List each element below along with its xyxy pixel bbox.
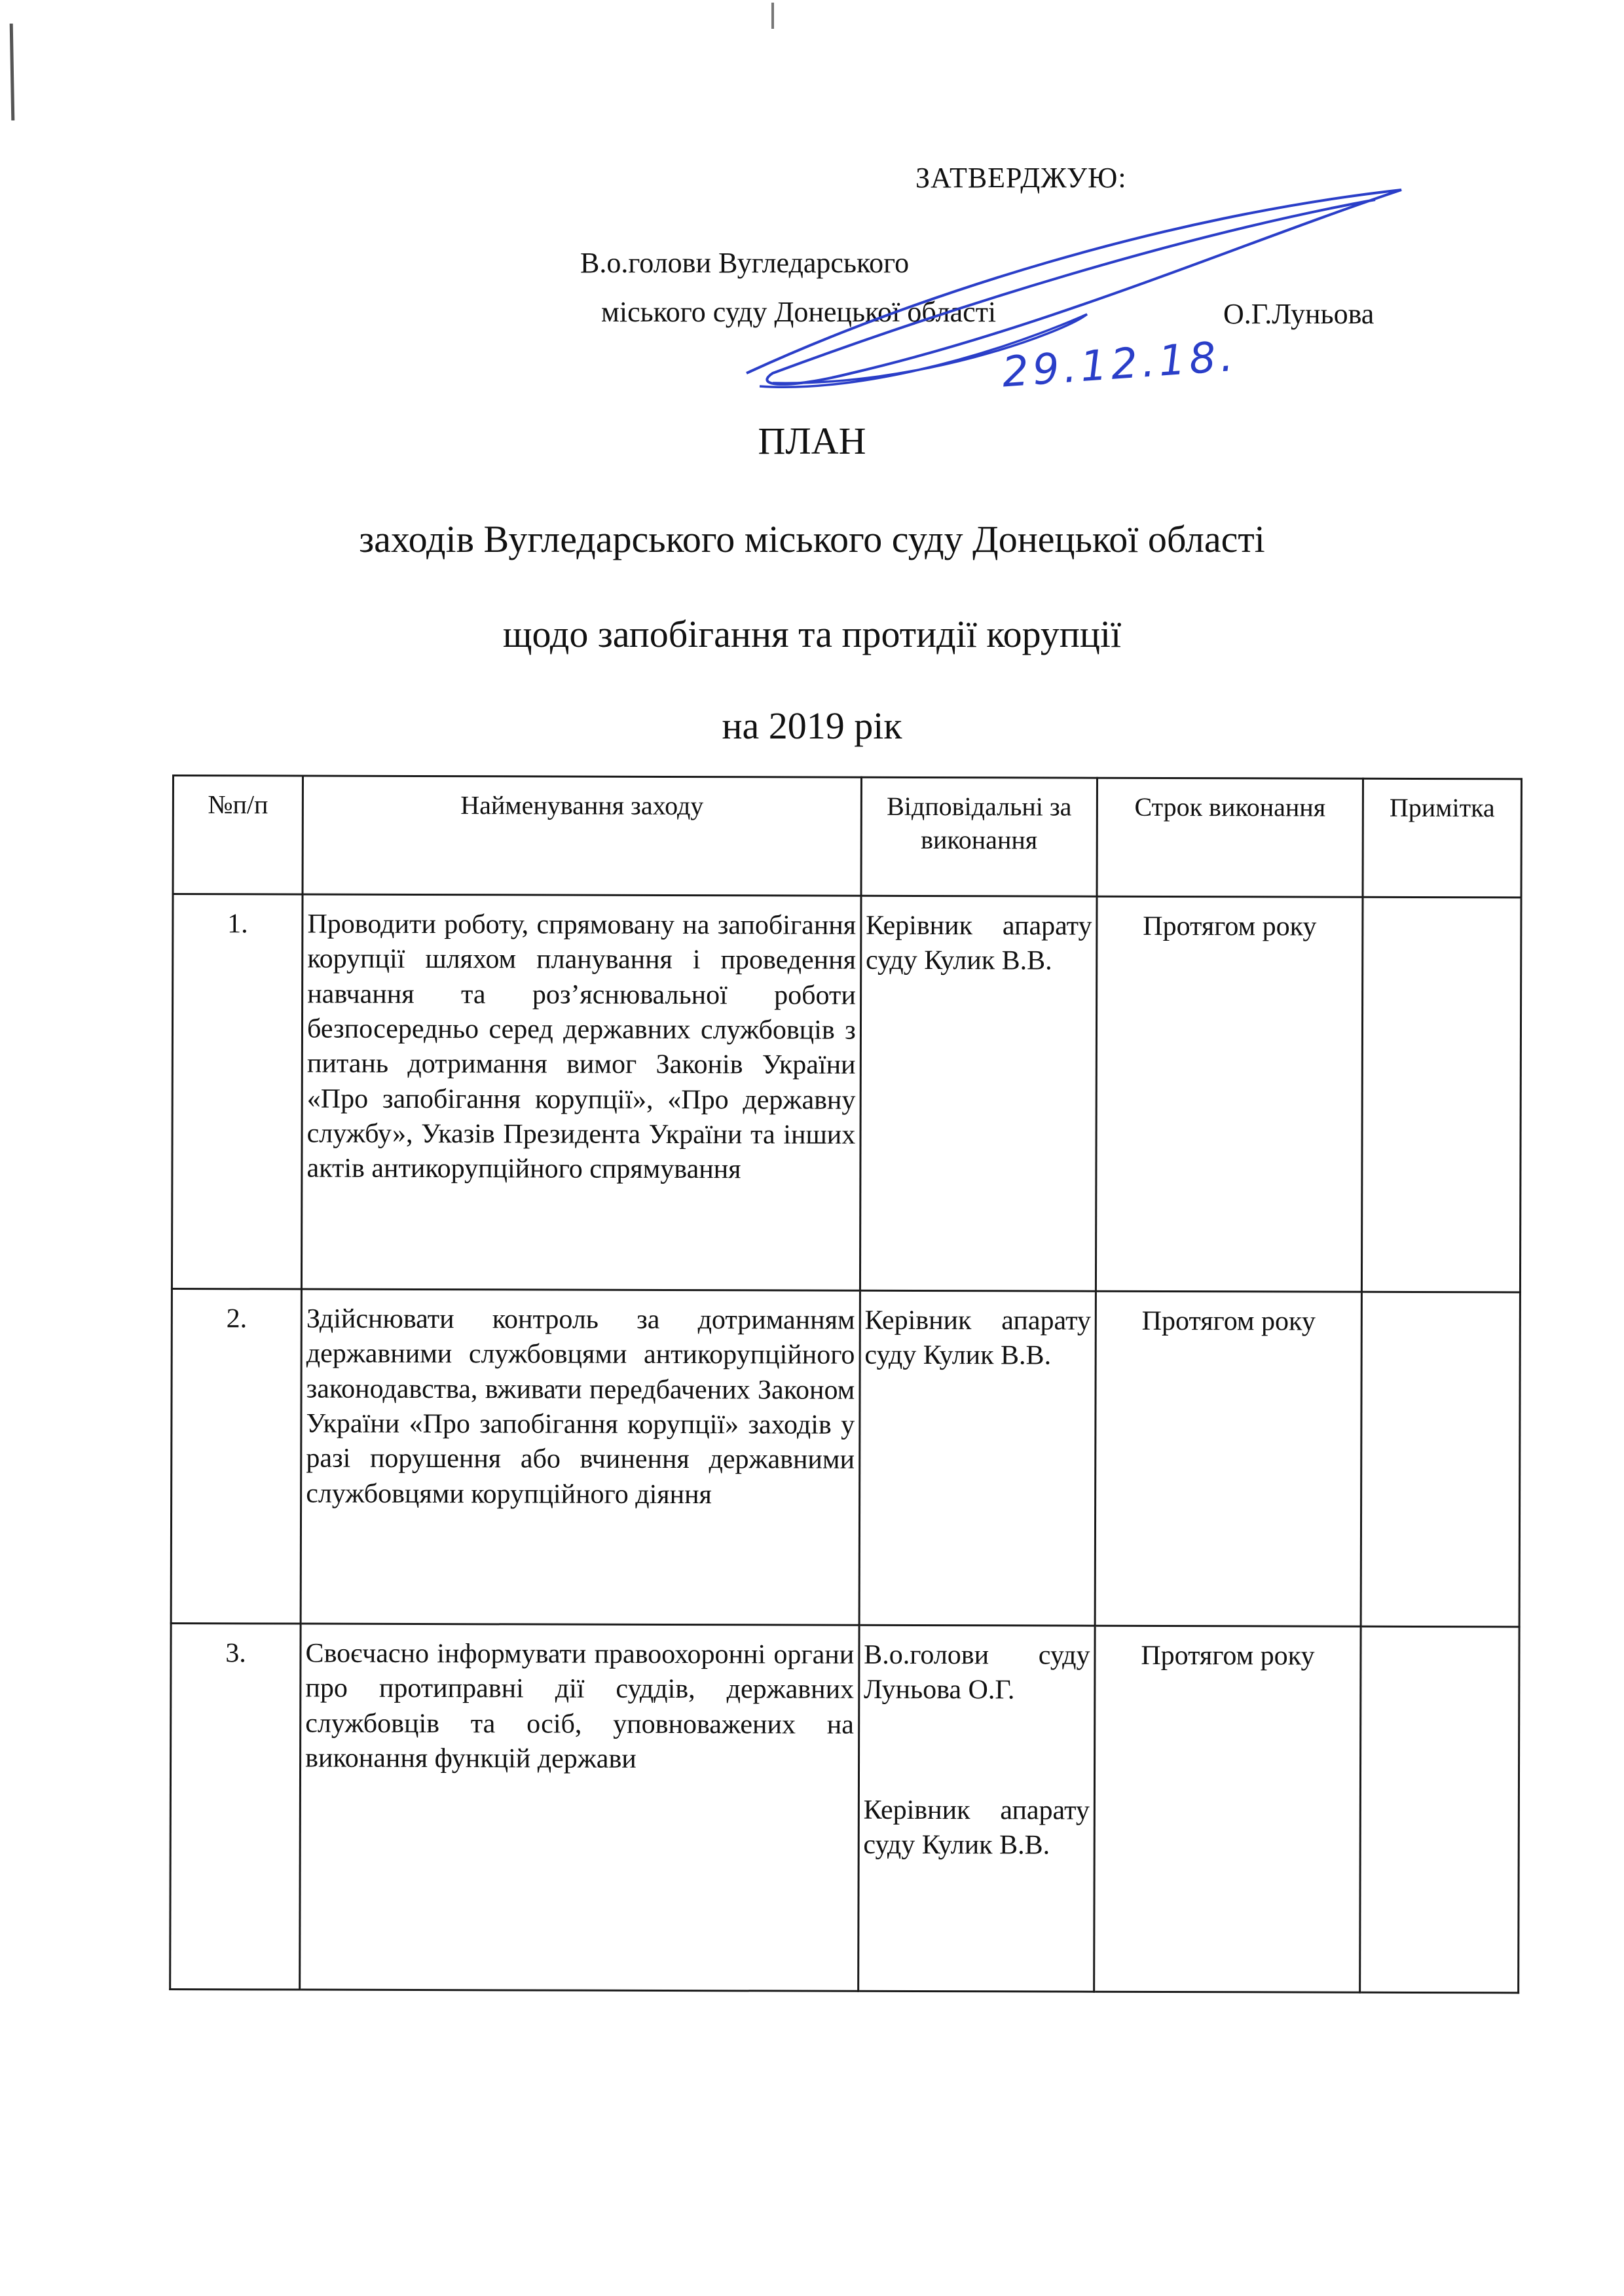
responsible-entry: Керівник апарату суду Кулик В.В.: [863, 1795, 1090, 1861]
note: [1359, 1626, 1519, 1993]
term: Протягом року: [1095, 1291, 1361, 1626]
measure-name: Своєчасно інформувати правоохоронні органи про протиправні дії суддів, державних службовців та осіб, уповноважених на виконання функцій держави: [300, 1624, 859, 1991]
document-title: ПЛАН: [758, 420, 866, 462]
plan-table: [169, 774, 1522, 1994]
spacer: [864, 1707, 1090, 1793]
measure-name: Проводити роботу, спрямовану на запобігання корупції шляхом планування і проведення навчання та роз’яснювальної роботи безпосередньо серед державних службовців з питань дотримання вимог Законів України «Про запобігання корупції», «Про державну службу», Указів Президента України та інших актів антикорупційного спрямування: [302, 894, 861, 1290]
responsible-entry: Керівник апарату суду Кулик В.В.: [865, 910, 1092, 976]
scan-edge-mark: [771, 3, 774, 29]
responsible-person: [858, 1625, 1095, 1992]
approval-position-line1: В.о.голови Вугледарського: [580, 247, 910, 279]
note: [1361, 1292, 1520, 1627]
responsible-person: [859, 1290, 1096, 1626]
column-header-note: Примітка: [1363, 778, 1522, 898]
column-header-number: №п/п: [173, 776, 303, 895]
table-row: [170, 1623, 1519, 1992]
column-header-term: Строк виконання: [1097, 778, 1363, 897]
term: Протягом року: [1096, 896, 1363, 1292]
responsible-entry: В.о.голови суду Луньова О.Г.: [864, 1639, 1090, 1705]
handwritten-date: 29.12.18.: [1000, 332, 1239, 397]
row-number: 1.: [172, 894, 303, 1290]
document-subtitle-line1: заходів Вугледарського міського суду Донецької області: [359, 518, 1265, 560]
term: Протягом року: [1094, 1626, 1361, 1992]
measure-name: Здійснювати контроль за дотриманням державними службовцями антикорупційного законодавства, вживати передбачених Законом України «Про запобігання корупції» заходів у разі порушення або вчинення державними службовцями корупційного діяння: [301, 1289, 860, 1625]
scan-edge-mark: [10, 24, 15, 120]
responsible-entry: Керівник апарату суду Кулик В.В.: [864, 1305, 1091, 1371]
document-subtitle-line2: щодо запобігання та протидії корупції: [502, 613, 1122, 655]
table-row: [171, 1289, 1520, 1627]
row-number: 2.: [171, 1289, 301, 1624]
column-header-measure: Найменування заходу: [303, 776, 861, 896]
responsible-person: [860, 896, 1097, 1291]
approval-position-line2: міського суду Донецької області: [601, 296, 997, 328]
table-row: [172, 894, 1521, 1292]
document-subtitle-line3: на 2019 рік: [722, 704, 902, 747]
table-header-row: [173, 776, 1521, 898]
approval-name: О.Г.Луньова: [1223, 298, 1375, 330]
note: [1361, 897, 1521, 1292]
row-number: 3.: [170, 1623, 301, 1990]
column-header-responsible: Відповідальні за виконання: [861, 777, 1098, 896]
approval-title: ЗАТВЕРДЖУЮ:: [915, 162, 1127, 194]
